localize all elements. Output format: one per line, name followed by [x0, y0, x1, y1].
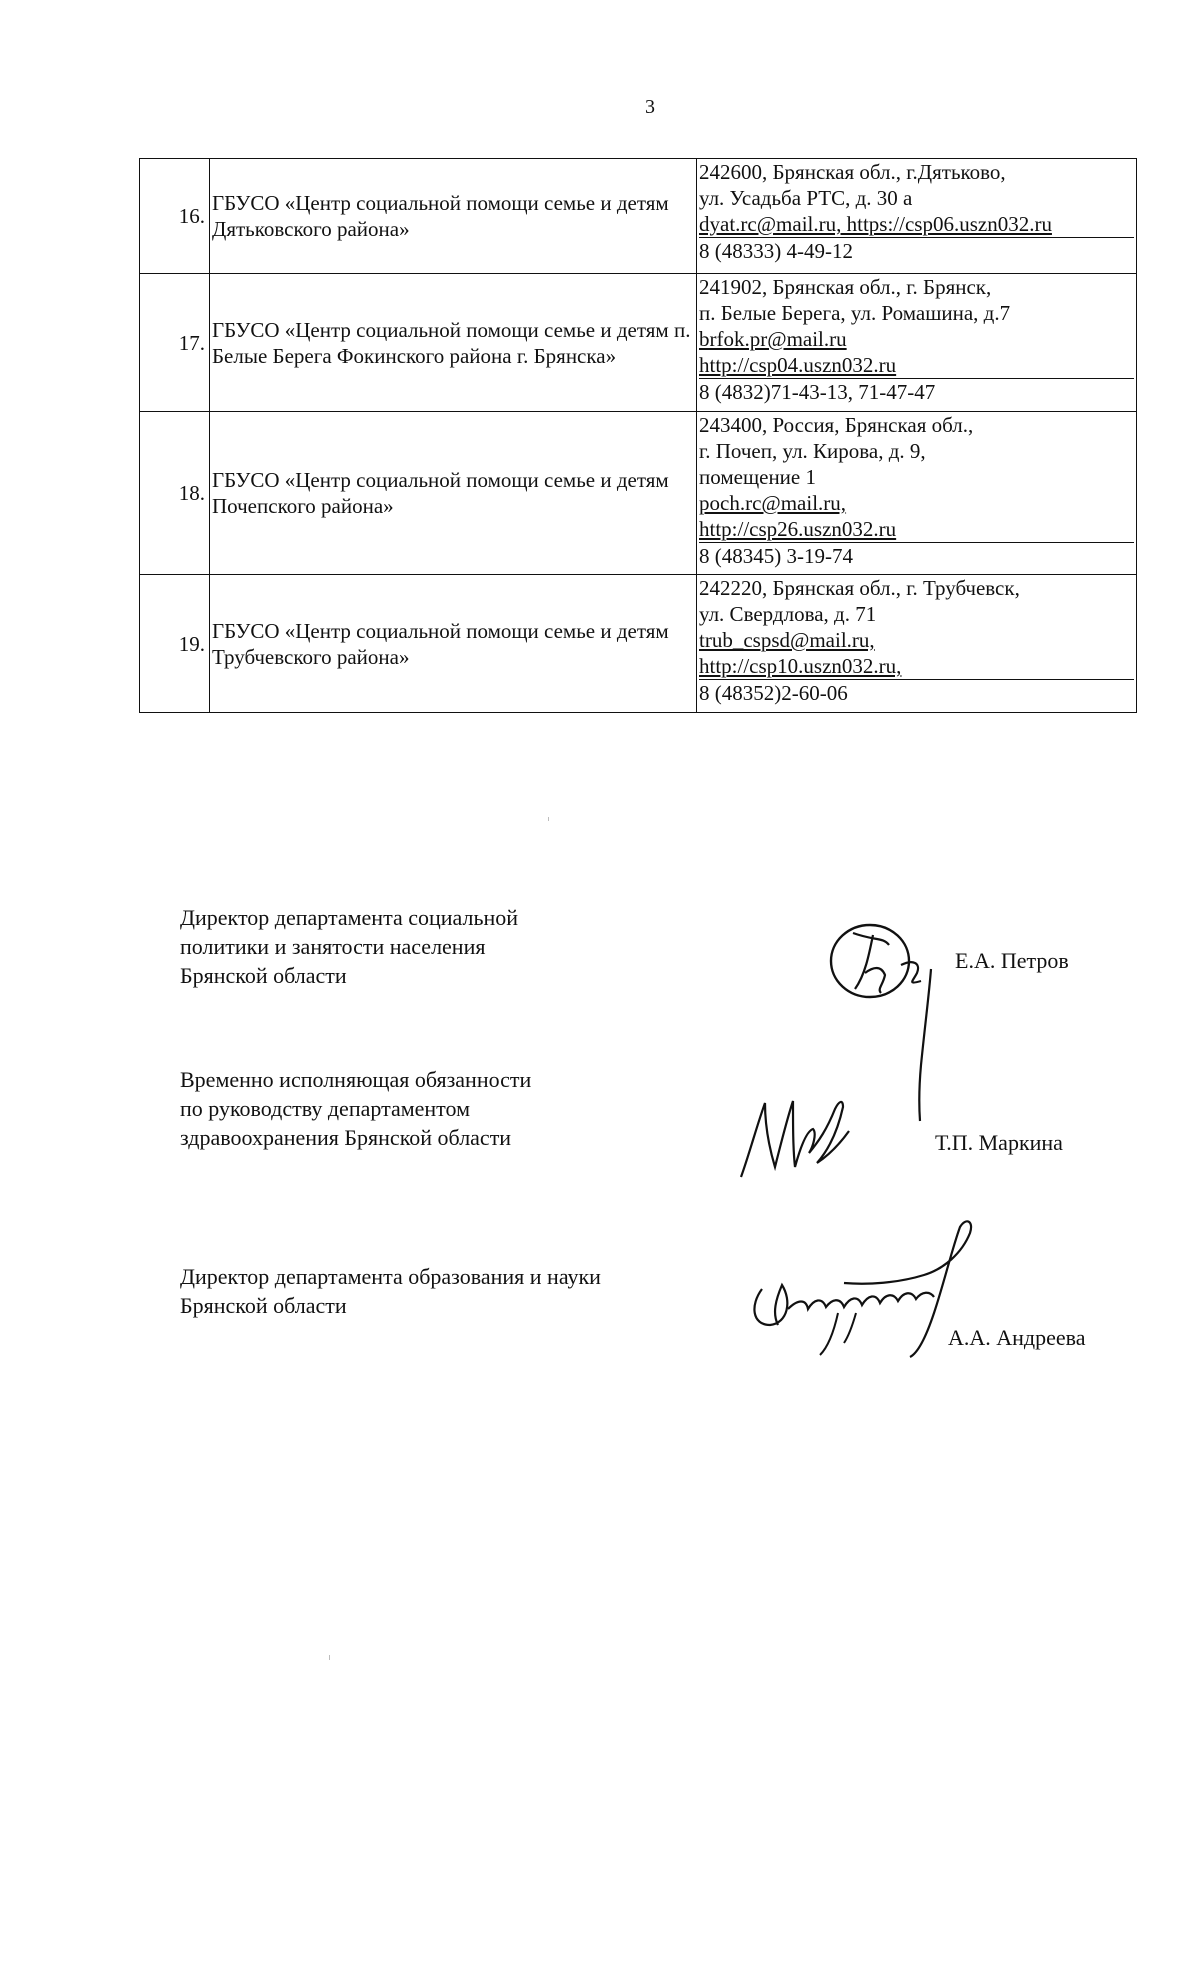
organization-contacts [697, 274, 1137, 412]
contact-address: 242220, Брянская обл., г. Трубчевск, [699, 576, 1020, 600]
contact-address: ул. Свердлова, д. 71 [699, 602, 877, 626]
contact-address: 241902, Брянская обл., г. Брянск, [699, 275, 992, 299]
contact-website-link[interactable]: http://csp04.uszn032.ru [699, 353, 897, 377]
title-line: политики и занятости населения [180, 934, 486, 959]
contact-phone: 8 (4832)71-43-13, 71-47-47 [699, 378, 1134, 405]
title-line: Директор департамента образования и науки [180, 1264, 601, 1289]
signatory-title [180, 903, 518, 990]
contact-email-link[interactable]: poch.rc@mail.ru, [699, 491, 847, 515]
contact-email-link[interactable]: dyat.rc@mail.ru, https://csp06.uszn032.ru [699, 212, 1052, 236]
organization-name: ГБУСО «Центр социальной помощи семье и детям Почепского района» [210, 412, 697, 575]
handwritten-signature-andreeva [748, 1213, 978, 1363]
title-line: Директор департамента социальной [180, 905, 519, 930]
contact-website-link[interactable]: http://csp10.uszn032.ru, [699, 654, 902, 678]
row-number: 16. [140, 159, 210, 274]
signatory-name: А.А. Андреева [948, 1325, 1086, 1350]
title-line: Временно исполняющая обязанности [180, 1067, 532, 1092]
table-row [140, 274, 1137, 412]
scan-speck [548, 817, 549, 821]
handwritten-signature-markina [735, 1085, 855, 1185]
signatory-name: Т.П. Маркина [935, 1130, 1063, 1155]
signatory-title [180, 1065, 531, 1152]
contact-address: 243400, Россия, Брянская обл., [699, 413, 974, 437]
table-row [140, 412, 1137, 575]
title-line: здравоохранения Брянской области [180, 1125, 512, 1150]
contact-phone: 8 (48345) 3-19-74 [699, 542, 1134, 569]
title-line: по руководству департаментом [180, 1096, 471, 1121]
contact-address: г. Почеп, ул. Кирова, д. 9, [699, 439, 926, 463]
contact-phone: 8 (48333) 4-49-12 [699, 237, 1134, 264]
contact-email-link[interactable]: trub_cspsd@mail.ru, [699, 628, 875, 652]
row-number: 19. [140, 575, 210, 713]
scan-speck [329, 1655, 330, 1660]
signatory-name: Е.А. Петров [955, 948, 1069, 973]
title-line: Брянской области [180, 963, 347, 988]
contact-email-link[interactable]: brfok.pr@mail.ru [699, 327, 847, 351]
organization-name: ГБУСО «Центр социальной помощи семье и детям Дятьковского района» [210, 159, 697, 274]
organization-contacts [697, 159, 1137, 274]
contact-phone: 8 (48352)2-60-06 [699, 679, 1134, 706]
contact-website-link[interactable]: http://csp26.uszn032.ru [699, 517, 897, 541]
table-row [140, 159, 1137, 274]
page-number: 3 [645, 96, 655, 118]
contact-address: помещение 1 [699, 465, 816, 489]
organization-name: ГБУСО «Центр социальной помощи семье и детям п. Белые Берега Фокинского района г. Брянска» [210, 274, 697, 412]
organization-name: ГБУСО «Центр социальной помощи семье и детям Трубчевского района» [210, 575, 697, 713]
organizations-table [139, 158, 1137, 713]
row-number: 17. [140, 274, 210, 412]
contact-address: ул. Усадьба РТС, д. 30 а [699, 186, 913, 210]
organization-contacts [697, 575, 1137, 713]
title-line: Брянской области [180, 1293, 347, 1318]
table-row [140, 575, 1137, 713]
contact-address: п. Белые Берега, ул. Ромашина, д.7 [699, 301, 1011, 325]
organization-contacts [697, 412, 1137, 575]
row-number: 18. [140, 412, 210, 575]
signatory-title [180, 1262, 601, 1320]
contact-address: 242600, Брянская обл., г.Дятьково, [699, 160, 1006, 184]
